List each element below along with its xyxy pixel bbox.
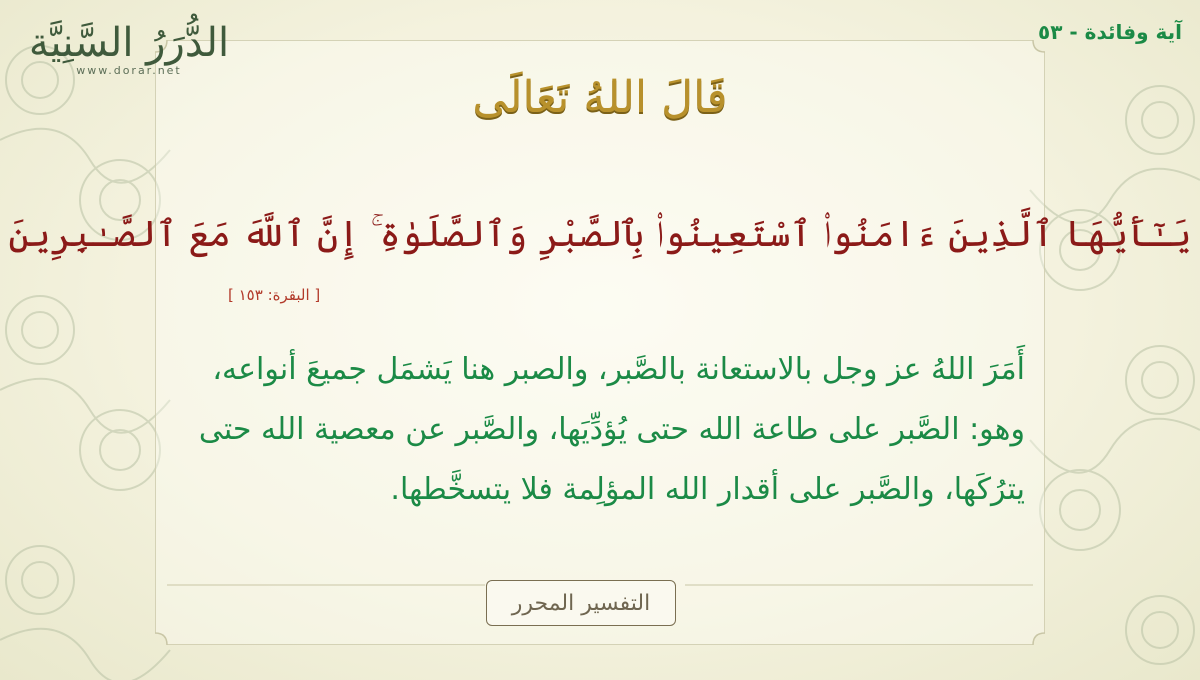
brand-name: الدُّرَرُ السَّنِيَّة — [28, 20, 230, 66]
explanation-line: وهو: الصَّبر على طاعة الله حتى يُؤدِّيَها، والصَّبر عن معصية الله حتى — [198, 412, 1025, 447]
header-calligraphy: قَالَ اللهُ تَعَالَى — [472, 72, 728, 123]
source-label: التفسير المحرر — [511, 590, 651, 616]
verse-reference: [ البقرة: ١٥٣ ] — [228, 286, 321, 304]
source-tafsir-button[interactable] — [486, 580, 676, 626]
series-title: آية وفائدة - ٥٣ — [1037, 20, 1182, 44]
explanation-line: أَمَرَ اللهُ عز وجل بالاستعانة بالصَّبر، والصبر هنا يَشمَل جميعَ أنواعه، — [212, 352, 1025, 387]
verse-row — [8, 195, 1192, 275]
quran-verse: يَـٰٓأَيُّهَا ٱلَّذِينَ ءَامَنُوا۟ ٱسْتَعِينُوا۟ بِٱلصَّبْرِ وَٱلصَّلَوٰةِ ۚ إِنَّ ٱللَّهَ مَعَ ٱلصَّـٰبِرِينَ — [8, 214, 1192, 255]
brand-url: www.dorar.net — [76, 64, 182, 77]
explanation-line: يترُكَها، والصَّبر على أقدار الله المؤلِمة فلا يتسخَّطها. — [390, 472, 1025, 507]
explanation-text — [175, 340, 1025, 520]
